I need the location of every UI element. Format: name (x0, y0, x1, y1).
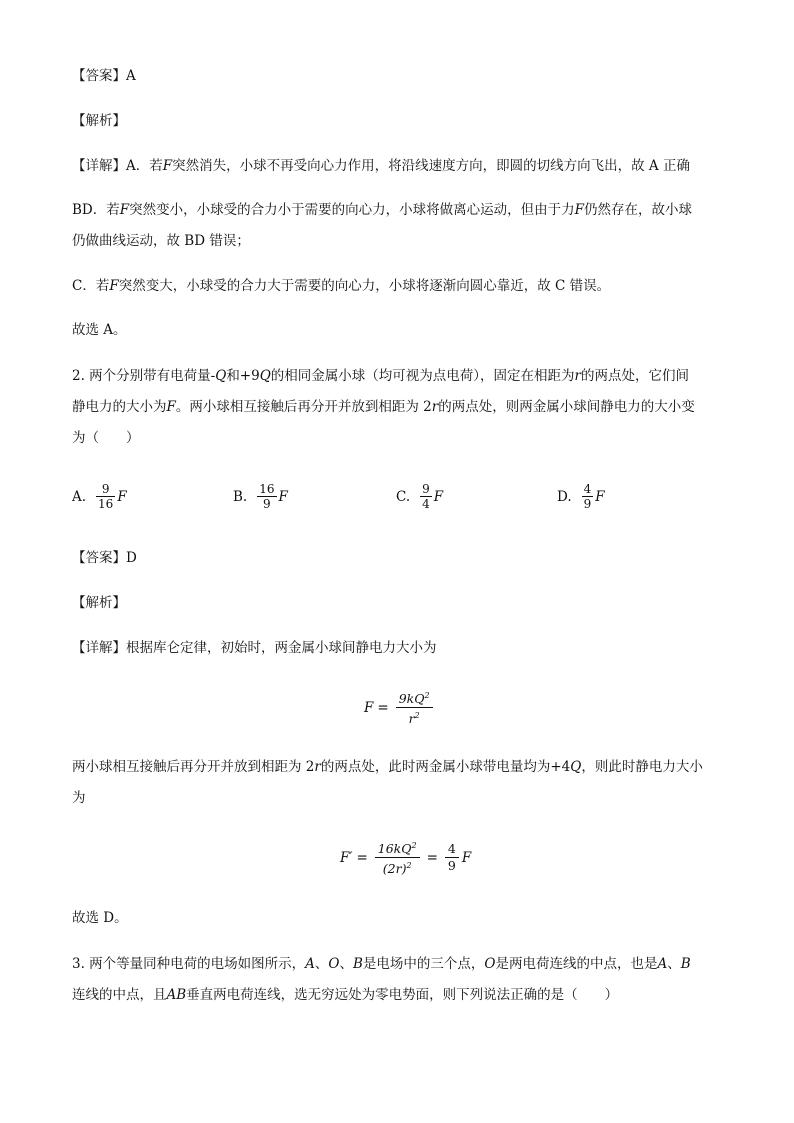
analysis-tag: 【解析】 (72, 113, 126, 129)
text-run: 是电场中的三个点， (362, 956, 485, 972)
equals-sign: = (377, 699, 389, 716)
q2-stem-line-3 (72, 428, 140, 448)
q1-detail-line-1 (72, 156, 690, 176)
text-run: 突然消失，小球不再受向心力作用，将沿线速度方向，即圆的切线方向飞出，故 A 正确 (172, 158, 690, 174)
text-run: C．若 (72, 278, 110, 294)
text-run: 根据库仑定律，初始时，两金属小球间静电力大小为 (126, 640, 437, 656)
option-c[interactable] (396, 482, 443, 511)
superscript: 2 (414, 711, 420, 721)
separator: 、 (314, 956, 329, 972)
option-label: A. (72, 488, 87, 505)
formula-numerator: 16kQ (377, 841, 412, 857)
q2-answer (72, 548, 137, 568)
answer-tag: 【答案】 (72, 550, 126, 566)
var-r: r (314, 759, 321, 775)
var-Q: Q (215, 368, 227, 384)
fraction-denominator: 16 (98, 497, 114, 511)
q2-conclusion (72, 908, 128, 928)
fraction-denominator: 9 (263, 497, 271, 511)
fraction-numerator: 9 (422, 482, 430, 496)
text-run: 3. 两个等量同种电荷的电场如图所示， (72, 956, 306, 972)
formula-lhs: F (364, 699, 374, 716)
q2-detail-line-2 (72, 757, 703, 777)
detail-tag: 【详解】 (72, 640, 126, 656)
text-run: 突然变大，小球受的合力大于需要的向心力，小球将逐渐向圆心靠近，故 C 错误。 (118, 278, 611, 294)
analysis-tag: 【解析】 (72, 595, 126, 611)
var-F: F (595, 488, 605, 505)
text-run: 的两点处，此时两金属小球带电量均为+4 (320, 759, 571, 775)
fraction (582, 482, 594, 511)
var-F: F (278, 488, 288, 505)
text-run: 仍做曲线运动，故 BD 错误； (72, 233, 250, 249)
text-run: 垂直两电荷连线，选无穷远处为零电势面，则下列说法正确的是（ ） (186, 987, 619, 1003)
var-B: B (353, 956, 363, 972)
fraction-denominator: 9 (583, 497, 592, 511)
q1-detail-line-2 (72, 200, 692, 220)
var-O: O (484, 956, 496, 972)
option-label: B. (233, 488, 248, 505)
text-run: ，则此时静电力大小 (581, 759, 703, 775)
text-run: 突然变小，小球受的合力小于需要的向心力，小球将做离心运动，但由于力 (129, 202, 575, 218)
var-F: F (117, 488, 127, 505)
option-label: C. (396, 488, 411, 505)
fraction (257, 482, 276, 511)
separator: 、 (339, 956, 353, 972)
q2-analysis-tag (72, 593, 126, 613)
formula-lhs: F′ (340, 849, 353, 866)
q1-answer (72, 66, 136, 86)
var-F: F (109, 278, 119, 294)
text-run: 是两电荷连线的中点，也是 (495, 956, 658, 972)
fraction (420, 482, 432, 511)
q2-stem-line-2 (72, 397, 695, 417)
q2-detail-line-1 (72, 638, 437, 658)
answer-value: D (126, 550, 137, 566)
var-r: r (431, 399, 439, 415)
text-run: 的两点处，则两金属小球间静电力的大小变 (438, 399, 695, 415)
text-run: 静电力的大小为 (72, 399, 167, 415)
option-b[interactable] (233, 482, 288, 511)
fraction-numerator: 4 (583, 482, 592, 496)
fraction (96, 482, 115, 511)
q3-stem-line-2 (72, 985, 618, 1005)
text-run: 为 (72, 790, 86, 806)
fraction-numerator: 16 (259, 482, 275, 496)
formula-denominator: r (408, 711, 415, 727)
option-a[interactable] (72, 482, 127, 511)
var-F: F (574, 202, 584, 218)
formula-rhs: F (461, 849, 472, 866)
var-F: F (162, 158, 173, 174)
formula-fraction (375, 838, 420, 877)
q3-stem-line-1 (72, 954, 691, 974)
option-d[interactable] (557, 482, 605, 511)
var-r: r (574, 368, 582, 384)
conclusion-text: 故选 D。 (72, 910, 128, 926)
formula-fraction (445, 841, 459, 874)
superscript: 2 (411, 841, 417, 850)
q1-detail-line-4 (72, 276, 610, 296)
formula-denominator: (2r) (382, 861, 407, 877)
equals-sign: = (356, 849, 368, 866)
separator: 、 (667, 956, 681, 972)
superscript: 2 (406, 861, 412, 871)
fraction-numerator: 9 (101, 482, 110, 496)
q2-detail-line-3 (72, 788, 86, 808)
formula-numerator: 9kQ (398, 691, 425, 707)
conclusion-text: 故选 A。 (72, 322, 127, 338)
text-run: A．若 (126, 158, 163, 174)
var-O: O (328, 956, 340, 972)
q1-conclusion (72, 320, 127, 340)
option-label: D. (557, 488, 572, 505)
formula-coulomb-final (340, 838, 471, 877)
text-run: 的两点处，它们间 (581, 368, 690, 384)
superscript: 2 (424, 691, 430, 700)
text-run: 的相同金属小球（均可视为点电荷），固定在相距为 (270, 368, 575, 384)
q1-detail-line-3 (72, 231, 250, 251)
fraction-denominator: 4 (422, 497, 430, 511)
answer-tag: 【答案】 (72, 68, 126, 84)
text-run: 两小球相互接触后再分开并放到相距为 2 (72, 759, 315, 775)
var-F: F (119, 202, 130, 218)
formula-coulomb-initial (364, 688, 436, 727)
var-F: F (433, 488, 444, 505)
text-run: 仍然存在，故小球 (584, 202, 692, 218)
var-B: B (680, 956, 691, 972)
text-run: 和+9 (226, 368, 260, 384)
text-run: 。两小球相互接触后再分开并放到相距为 2 (175, 399, 432, 415)
var-A: A (657, 956, 668, 972)
formula-fraction (396, 688, 433, 727)
text-run: 2. 两个分别带有电荷量- (72, 368, 216, 384)
formula-numerator: 4 (447, 841, 456, 857)
equals-sign: = (426, 849, 438, 866)
text-run: 为（ ） (72, 430, 140, 446)
var-F: F (166, 399, 176, 415)
text-run: BD．若 (72, 202, 120, 218)
var-Q: Q (570, 759, 582, 775)
var-A: A (305, 956, 315, 972)
q1-analysis-tag (72, 111, 126, 131)
var-Q: Q (259, 368, 271, 384)
detail-tag: 【详解】 (72, 158, 126, 174)
var-AB: AB (166, 987, 187, 1003)
q2-stem-line-1 (72, 366, 689, 386)
answer-value: A (126, 68, 136, 84)
formula-denominator: 9 (447, 858, 456, 874)
text-run: 连线的中点，且 (72, 987, 167, 1003)
